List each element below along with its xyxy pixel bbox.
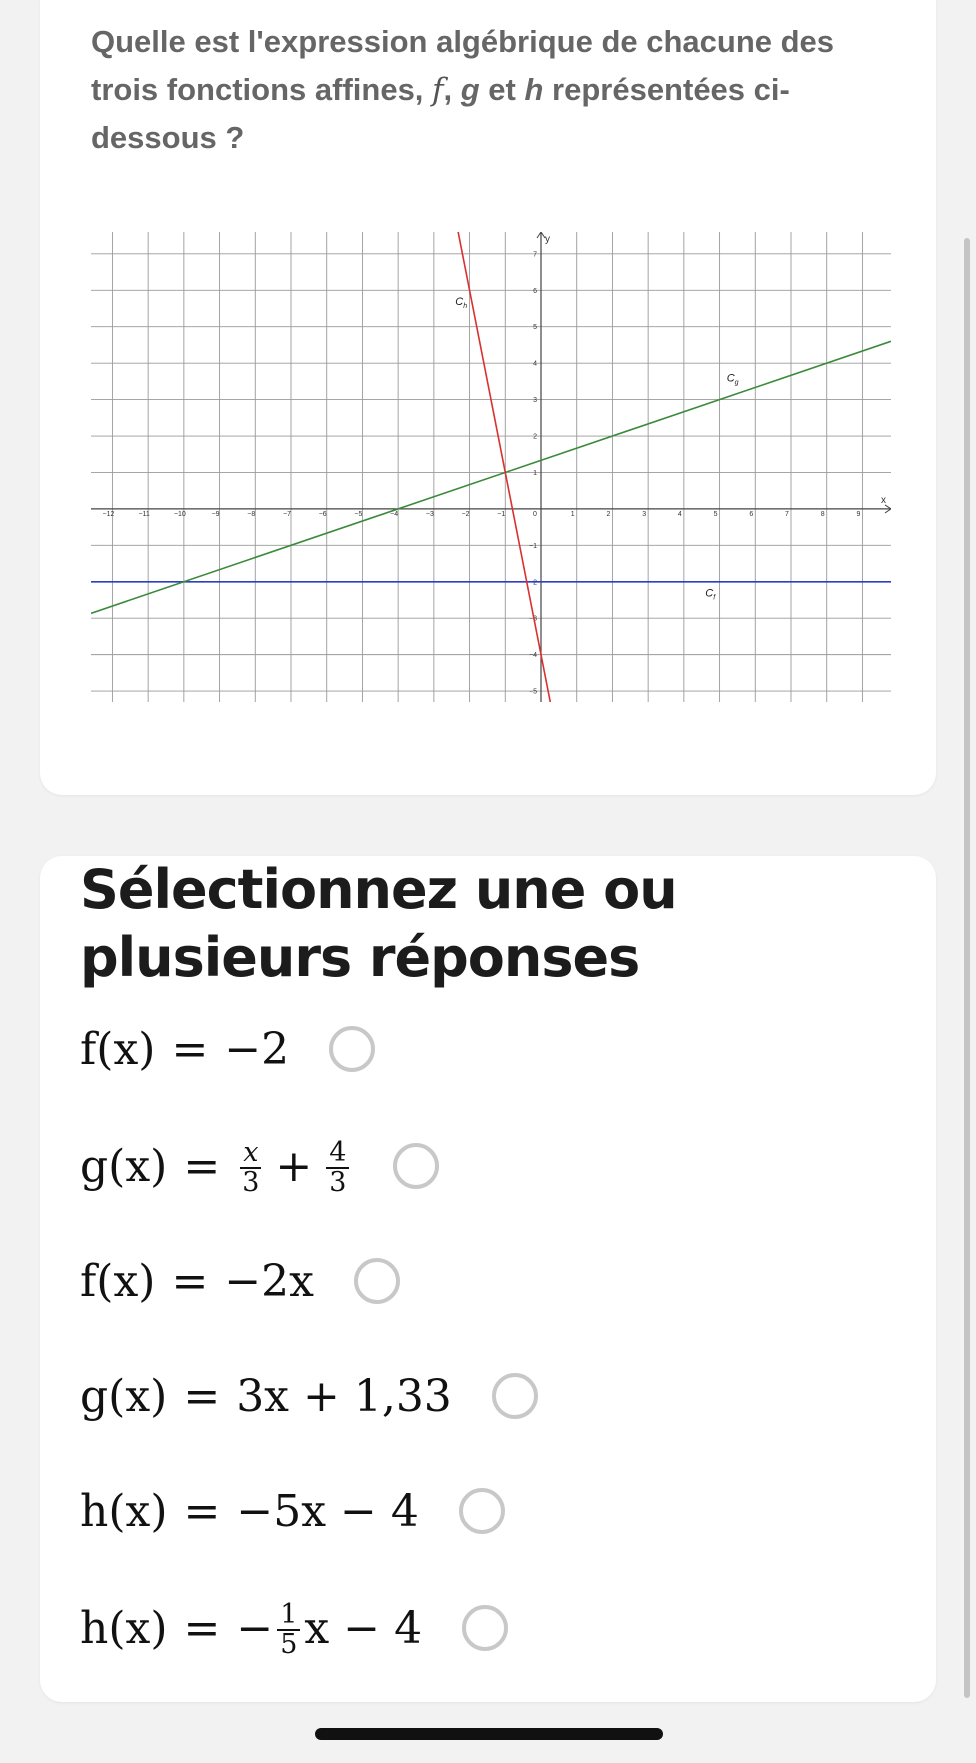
formula-rhs: −2x	[224, 1255, 314, 1307]
y-tick-label: −5	[529, 688, 537, 696]
answer-formula	[80, 1486, 419, 1537]
formula-equals: =	[171, 1255, 209, 1307]
answer-option-5[interactable]	[80, 1481, 505, 1541]
x-tick-label: −3	[425, 510, 434, 518]
question-card	[40, 0, 936, 795]
formula-rhs: −2	[224, 1023, 290, 1075]
answer-option-1[interactable]	[80, 1019, 375, 1079]
x-tick-label: 4	[677, 510, 682, 518]
answer-formula	[80, 1137, 353, 1198]
x-tick-label: −1	[497, 510, 506, 518]
x-tick-label: −2	[461, 510, 470, 518]
y-tick-label: 2	[533, 433, 537, 441]
fraction-numerator: 1	[277, 1601, 300, 1631]
formula-lhs: h(x)	[80, 1602, 168, 1654]
series-line-C_h	[458, 232, 550, 702]
x-tick-label: 2	[606, 510, 611, 518]
x-tick-label: 7	[785, 510, 789, 518]
series-label-C_f: $C_f$	[705, 587, 716, 602]
formula-plus: +	[275, 1140, 313, 1192]
x-tick-label: −6	[318, 510, 327, 518]
y-tick-label: −2	[529, 579, 537, 587]
answers-heading: Sélectionnez une ou plusieurs réponses	[80, 858, 677, 989]
answer-option-6[interactable]	[80, 1598, 508, 1658]
formula-minus: −	[236, 1602, 274, 1654]
series-label-C_g: $C_g$	[726, 372, 739, 387]
y-tick-label: −4	[529, 652, 537, 660]
answer-radio[interactable]	[393, 1143, 439, 1189]
formula-equals: =	[183, 1485, 221, 1537]
formula-equals: =	[183, 1140, 221, 1192]
x-tick-label: 6	[749, 510, 754, 518]
y-axis-label: y	[545, 234, 550, 245]
answer-radio[interactable]	[459, 1488, 505, 1534]
answer-option-2[interactable]	[80, 1136, 439, 1196]
y-tick-label: −3	[529, 615, 537, 623]
question-separator: ,	[443, 72, 461, 107]
formula-rhs: 3x + 1,33	[236, 1370, 452, 1422]
x-tick-label: 8	[820, 510, 825, 518]
function-h-name: h	[524, 72, 544, 107]
question-text-end: représentées ci-dessous ?	[91, 72, 790, 155]
question-text	[91, 18, 891, 162]
formula-lhs: g(x)	[80, 1140, 168, 1192]
x-tick-label: −4	[390, 510, 399, 518]
y-tick-label: 7	[533, 251, 537, 259]
question-text-part: Quelle est l'expression algébrique de chacune des trois fonctions affines,	[91, 24, 835, 107]
x-tick-label: −8	[247, 510, 256, 518]
y-tick-label: 6	[533, 287, 537, 295]
answer-radio[interactable]	[329, 1026, 375, 1072]
x-tick-label: −5	[354, 510, 363, 518]
function-graph	[91, 232, 891, 702]
fraction	[277, 1601, 300, 1659]
question-conjunction: et	[479, 72, 525, 107]
y-tick-label: 5	[533, 324, 537, 332]
y-tick-label: 3	[533, 397, 537, 405]
y-tick-label: −1	[529, 542, 537, 550]
x-tick-label: −10	[173, 510, 186, 518]
formula-equals: =	[171, 1023, 209, 1075]
fraction-denominator: 5	[280, 1629, 298, 1660]
formula-equals: =	[183, 1370, 221, 1422]
home-indicator[interactable]	[315, 1728, 663, 1740]
answer-radio[interactable]	[492, 1373, 538, 1419]
numerator-text: x	[243, 1137, 259, 1168]
x-axis-label: x	[881, 494, 886, 506]
x-tick-label: 3	[642, 510, 647, 518]
function-g-name: g	[460, 72, 480, 107]
x-tick-label: −7	[283, 510, 291, 518]
fraction-numerator: 4	[326, 1139, 349, 1169]
formula-lhs: g(x)	[80, 1370, 168, 1422]
series-line-C_g	[91, 341, 891, 613]
answers-card	[40, 856, 936, 1702]
answer-formula	[80, 1024, 289, 1075]
formula-tail: x − 4	[304, 1602, 423, 1654]
x-tick-label: 0	[533, 510, 537, 518]
answer-formula	[80, 1256, 314, 1307]
answer-formula	[80, 1371, 452, 1422]
x-tick-label: 5	[713, 510, 718, 518]
fraction	[240, 1139, 261, 1197]
formula-rhs: −5x − 4	[236, 1485, 419, 1537]
formula-equals: =	[183, 1602, 221, 1654]
formula-lhs: h(x)	[80, 1485, 168, 1537]
fraction	[326, 1139, 349, 1197]
answer-radio[interactable]	[354, 1258, 400, 1304]
y-tick-label: 4	[533, 360, 537, 368]
fraction-denominator: 3	[329, 1167, 347, 1198]
y-tick-label: 1	[533, 469, 537, 477]
x-tick-label: 9	[856, 510, 861, 518]
x-tick-label: −9	[211, 510, 220, 518]
series-label-C_h: $C_h$	[455, 295, 468, 310]
answer-option-3[interactable]	[80, 1251, 400, 1311]
fraction-numerator	[240, 1139, 261, 1169]
function-f-name: f	[432, 72, 444, 108]
scrollbar[interactable]	[964, 238, 970, 1698]
formula-lhs: f(x)	[80, 1255, 156, 1307]
formula-lhs: f(x)	[80, 1023, 156, 1075]
x-tick-label: −12	[102, 510, 115, 518]
x-tick-label: −11	[138, 510, 150, 518]
answer-formula	[80, 1599, 423, 1660]
answer-radio[interactable]	[462, 1605, 508, 1651]
x-tick-label: 1	[570, 510, 575, 518]
fraction-denominator: 3	[242, 1167, 260, 1198]
answer-option-4[interactable]	[80, 1366, 538, 1426]
